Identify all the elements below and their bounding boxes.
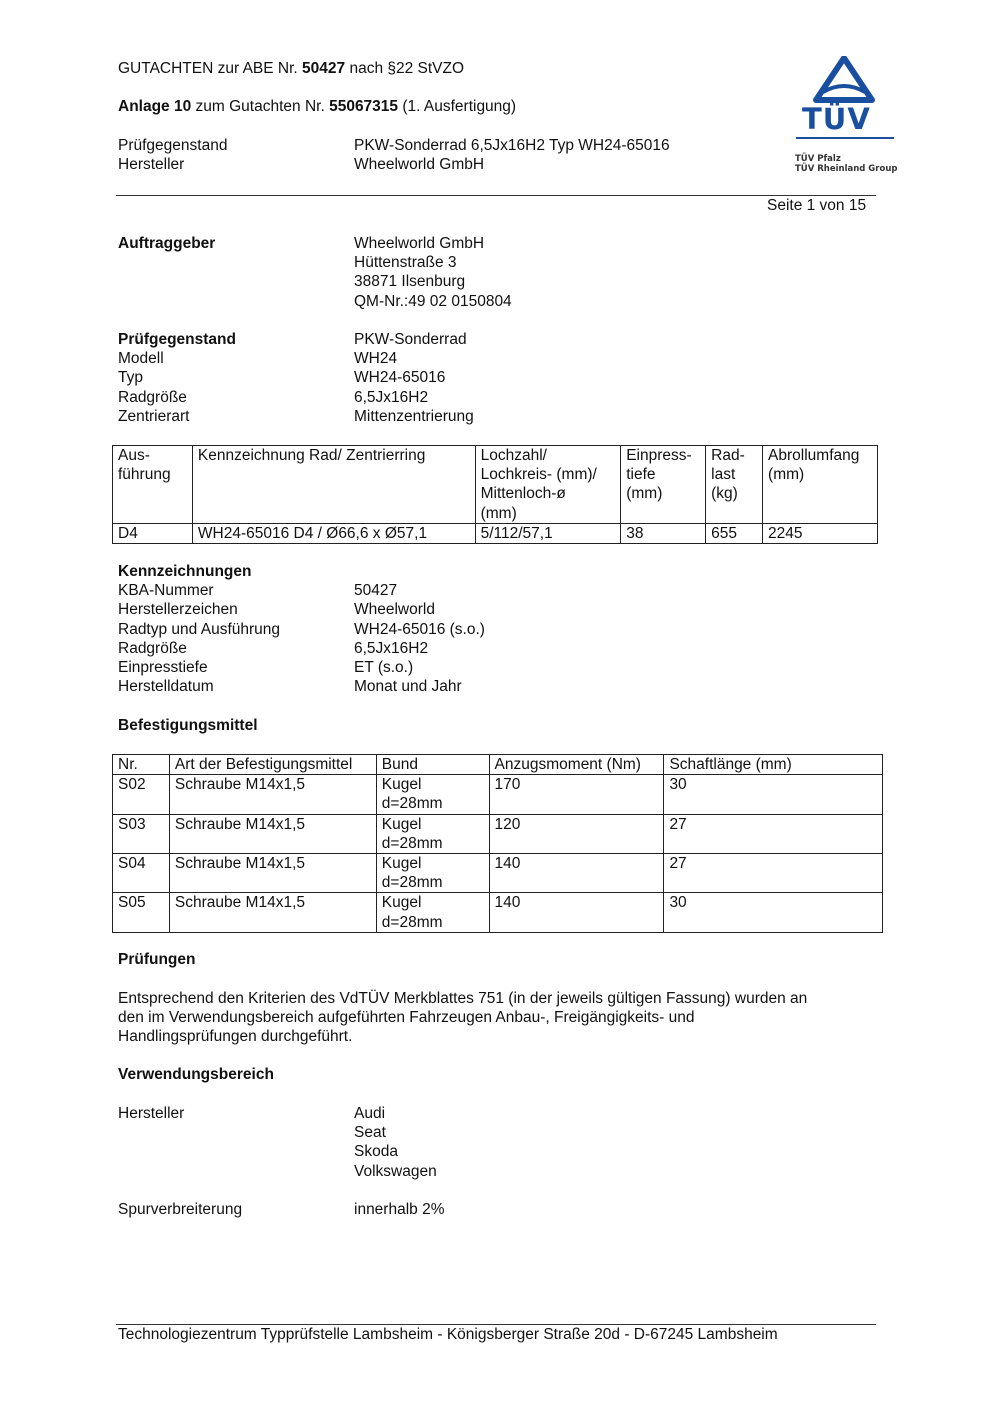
table-cell: 27 (664, 814, 883, 853)
auftraggeber-label: Auftraggeber (118, 235, 216, 252)
pruefgegenstand-label: Prüfgegenstand (118, 331, 236, 348)
field-value: 50427 (354, 582, 398, 600)
field-label: Radgröße (118, 639, 187, 657)
tuev-logo-sub2: TÜV Rheinland Group (795, 164, 898, 174)
table-header-cell: Rad- last (kg) (706, 446, 763, 524)
auftraggeber-section (118, 234, 818, 311)
section-title: Befestigungsmittel (118, 717, 258, 734)
field-label: Modell (118, 350, 164, 368)
table-row (113, 814, 883, 853)
field-label: Zentrierart (118, 407, 190, 425)
hs-label: Hersteller (118, 156, 185, 173)
manufacturer-item: Audi (354, 1105, 386, 1122)
table-cell: 5/112/57,1 (475, 523, 621, 543)
auftraggeber-line: QM-Nr.:49 02 0150804 (354, 292, 512, 310)
table-cell: 140 (489, 893, 664, 932)
table-cell: D4 (113, 523, 193, 543)
table-header-cell: Aus- führung (113, 446, 193, 524)
manufacturer-item: Seat (354, 1124, 386, 1142)
table-cell: 170 (489, 775, 664, 814)
table-cell: S04 (113, 854, 170, 893)
field-label: Einpresstiefe (118, 658, 208, 676)
field-label: Typ (118, 369, 143, 387)
field-value: ET (s.o.) (354, 658, 414, 676)
field-value: 6,5Jx16H2 (354, 639, 429, 657)
table-row (113, 854, 883, 893)
header-text: zum Gutachten Nr. (191, 98, 330, 115)
table-cell: Kugel d=28mm (376, 854, 489, 893)
table-cell: Schraube M14x1,5 (169, 775, 376, 814)
table-cell: Kugel d=28mm (376, 893, 489, 932)
table-header-cell: Einpress- tiefe (mm) (621, 446, 706, 524)
hs-value: Wheelworld GmbH (354, 156, 485, 173)
table-header-cell: Bund (376, 755, 489, 775)
table-cell: WH24-65016 D4 / Ø66,6 x Ø57,1 (192, 523, 475, 543)
table-header-row (113, 755, 883, 775)
table-cell: 140 (489, 854, 664, 893)
tuev-logo-text: TÜV (802, 102, 871, 136)
field-value: 6,5Jx16H2 (354, 388, 429, 406)
header-text: nach §22 StVZO (345, 60, 465, 77)
field-label: Herstelldatum (118, 678, 214, 696)
field-label: Herstellerzeichen (118, 601, 238, 619)
table-header-row (113, 446, 878, 524)
kennzeichnungen-section (118, 562, 818, 696)
pruefungen-title (118, 950, 196, 969)
manufacturer-item: Volkswagen (354, 1162, 437, 1180)
spur-value: innerhalb 2% (354, 1201, 445, 1218)
auftraggeber-line: Wheelworld GmbH (354, 235, 485, 252)
page-number: Seite 1 von 15 (767, 197, 867, 214)
table-cell: S05 (113, 893, 170, 932)
field-label: Radgröße (118, 388, 187, 406)
table-cell: Schraube M14x1,5 (169, 893, 376, 932)
table-cell: 2245 (763, 523, 878, 543)
verwendungsbereich-hersteller (118, 1104, 818, 1181)
pruefgegenstand-value: PKW-Sonderrad (354, 331, 467, 348)
field-value: Monat und Jahr (354, 678, 462, 696)
table-header-cell: Anzugsmoment (Nm) (489, 755, 664, 775)
field-value: Wheelworld (354, 601, 435, 619)
table-cell: 30 (664, 893, 883, 932)
wheel-table (112, 445, 878, 544)
field-value: Mittenzentrierung (354, 407, 474, 425)
spur-label: Spurverbreiterung (118, 1201, 243, 1218)
table-cell: Kugel d=28mm (376, 775, 489, 814)
table-header-cell: Art der Befestigungsmittel (169, 755, 376, 775)
table-header-cell: Nr. (113, 755, 170, 775)
verwendungsbereich-title (118, 1065, 274, 1084)
field-value: WH24-65016 (s.o.) (354, 620, 485, 638)
section-title: Kennzeichnungen (118, 563, 252, 580)
table-header-cell: Abrollumfang (mm) (763, 446, 878, 524)
field-label: KBA-Nummer (118, 582, 214, 600)
header-line1 (118, 59, 464, 78)
field-label: Hersteller (118, 1105, 185, 1122)
auftraggeber-line: 38871 Ilsenburg (354, 273, 466, 291)
field-value: WH24-65016 (354, 369, 446, 387)
befestigung-title (118, 716, 258, 735)
table-header-cell: Schaftlänge (mm) (664, 755, 883, 775)
table-row (113, 775, 883, 814)
pruefungen-text: Entsprechend den Kriterien des VdTÜV Merkblattes 751 (in der jeweils gültigen Fassung) wurden an (118, 990, 808, 1007)
table-header-cell: Kennzeichnung Rad/ Zentrierring (192, 446, 475, 524)
section-title: Verwendungsbereich (118, 1066, 274, 1083)
table-row (113, 523, 878, 543)
pg-label: Prüfgegenstand (118, 137, 228, 154)
table-cell: 655 (706, 523, 763, 543)
table-cell: S02 (113, 775, 170, 814)
header-divider (116, 195, 876, 196)
header-text: (1. Ausfertigung) (398, 98, 517, 115)
tuev-logo-sub1: TÜV Pfalz (795, 154, 841, 164)
header-line2 (118, 97, 516, 116)
table-cell: S03 (113, 814, 170, 853)
pruefungen-text: den im Verwendungsbereich aufgeführten Fahrzeugen Anbau-, Freigängigkeits- und (118, 1009, 695, 1026)
table-row (113, 893, 883, 932)
tuev-logo (792, 56, 898, 180)
field-label: Radtyp und Ausführung (118, 620, 281, 638)
table-cell: 120 (489, 814, 664, 853)
abe-number: 50427 (302, 60, 346, 77)
pruefungen-text: Handlingsprüfungen durchgeführt. (118, 1028, 353, 1045)
table-cell: Schraube M14x1,5 (169, 814, 376, 853)
pg-value: PKW-Sonderrad 6,5Jx16H2 Typ WH24-65016 (354, 137, 670, 154)
gutachten-number: 55067315 (329, 98, 399, 115)
header-text: GUTACHTEN zur ABE Nr. (118, 60, 303, 77)
pruefgegenstand-section (118, 330, 818, 426)
section-title: Prüfungen (118, 951, 196, 968)
befestigung-table (112, 754, 883, 933)
field-value: WH24 (354, 350, 398, 368)
table-header-cell: Lochzahl/ Lochkreis- (mm)/ Mittenloch-ø (mm) (475, 446, 621, 524)
table-cell: 30 (664, 775, 883, 814)
anlage-label: Anlage 10 (118, 98, 192, 115)
manufacturer-item: Skoda (354, 1143, 398, 1161)
auftraggeber-line: Hüttenstraße 3 (354, 254, 457, 272)
table-cell: Kugel d=28mm (376, 814, 489, 853)
table-cell: 27 (664, 854, 883, 893)
footer-text: Technologiezentrum Typprüfstelle Lambsheim - Königsberger Straße 20d - D-67245 Lambsheim (118, 1326, 778, 1343)
table-cell: Schraube M14x1,5 (169, 854, 376, 893)
table-cell: 38 (621, 523, 706, 543)
